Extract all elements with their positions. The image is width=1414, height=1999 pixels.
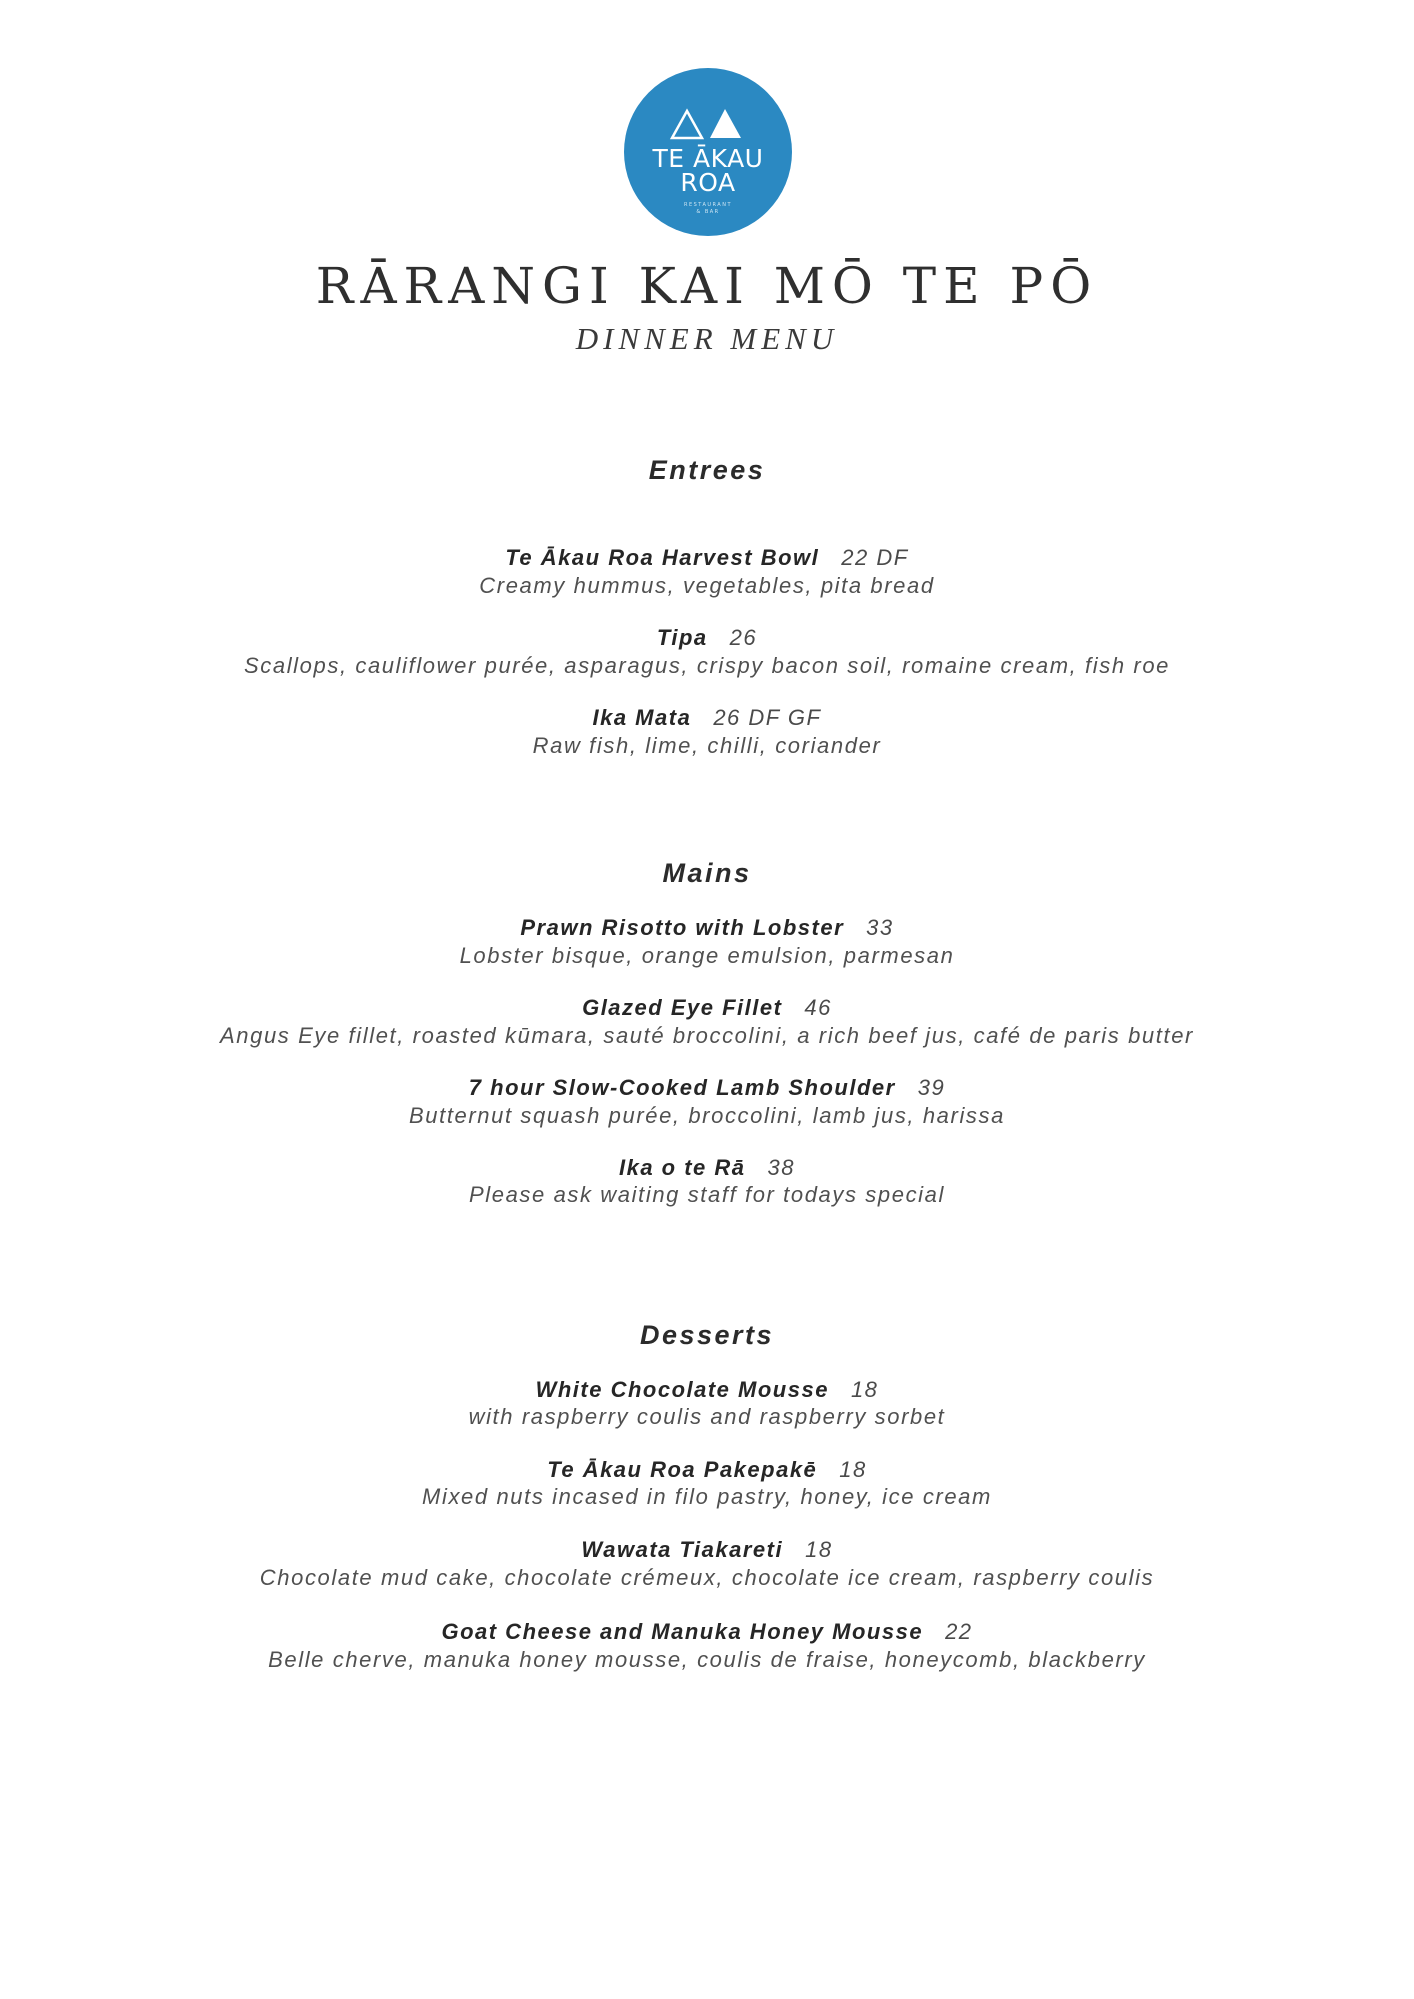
menu-item-description: Lobster bisque, orange emulsion, parmesan — [459, 943, 955, 968]
logo-name-line2: ROA — [680, 168, 736, 197]
menu-item-description: Please ask waiting staff for todays special — [468, 1182, 945, 1207]
menu-item-description: Creamy hummus, vegetables, pita bread — [479, 573, 935, 598]
menu-item-price: 22 DF — [841, 545, 909, 570]
menu-item-title — [0, 995, 1414, 1021]
menu-item-price: 33 — [866, 915, 894, 940]
menu-item-title — [0, 1619, 1414, 1645]
menu-item-description: Angus Eye fillet, roasted kūmara, sauté broccolini, a rich beef jus, café de paris butter — [220, 1023, 1194, 1048]
menu-item-price: 18 — [839, 1457, 867, 1482]
menu-item-name: Wawata Tiakareti — [581, 1537, 784, 1562]
menu-item-description: Mixed nuts incased in filo pastry, honey, ice cream — [422, 1484, 992, 1509]
menu-item-description: Scallops, cauliflower purée, asparagus, crispy bacon soil, romaine cream, fish roe — [243, 653, 1170, 678]
menu-item-name: 7 hour Slow-Cooked Lamb Shoulder — [468, 1075, 896, 1100]
menu-item-price: 39 — [917, 1075, 946, 1100]
menu-item-price: 22 — [945, 1619, 973, 1644]
page-title: RĀRANGI KAI MŌ TE PŌ — [315, 257, 1099, 315]
menu-item-description: Chocolate mud cake, chocolate crémeux, chocolate ice cream, raspberry coulis — [259, 1565, 1155, 1590]
menu-item-title — [0, 1155, 1414, 1181]
menu-item-name: Ika o te Rā — [618, 1155, 746, 1180]
menu-item-name: White Chocolate Mousse — [535, 1377, 829, 1402]
page-subtitle: DINNER MENU — [575, 321, 839, 356]
restaurant-logo — [624, 68, 792, 236]
menu-item-name: Ika Mata — [592, 705, 692, 730]
menu-item-name: Te Ākau Roa Harvest Bowl — [505, 545, 820, 570]
menu-item-title — [0, 1075, 1414, 1101]
logo-name-line1: TE ĀKAU — [652, 144, 764, 173]
menu-item-price: 26 — [729, 625, 758, 650]
menu-item-title — [0, 545, 1414, 571]
menu-item-name: Tipa — [656, 625, 708, 650]
menu-item-title — [0, 705, 1414, 731]
menu-item-title — [0, 915, 1414, 941]
menu-item-title — [0, 1457, 1414, 1483]
logo-tagline-line1: RESTAURANT — [683, 202, 733, 208]
section-heading-entrees: Entrees — [648, 455, 766, 485]
menu-item-description: with raspberry coulis and raspberry sorbet — [468, 1404, 946, 1429]
menu-item-title — [0, 625, 1414, 651]
menu-item-name: Glazed Eye Fillet — [582, 995, 783, 1020]
menu-item-title — [0, 1537, 1414, 1563]
menu-item-title — [0, 1377, 1414, 1403]
logo-tagline-line2: & BAR — [696, 209, 720, 215]
menu-item-name: Goat Cheese and Manuka Honey Mousse — [441, 1619, 924, 1644]
menu-item-name: Te Ākau Roa Pakepakē — [547, 1457, 818, 1482]
menu-item-description: Raw fish, lime, chilli, coriander — [532, 733, 882, 758]
menu-item-name: Prawn Risotto with Lobster — [520, 915, 845, 940]
menu-item-price: 18 — [805, 1537, 833, 1562]
menu-item-description: Belle cherve, manuka honey mousse, coulis de fraise, honeycomb, blackberry — [268, 1647, 1146, 1672]
section-heading-mains: Mains — [662, 858, 752, 888]
menu-item-price: 26 DF GF — [713, 705, 822, 730]
menu-item-description: Butternut squash purée, broccolini, lamb jus, harissa — [409, 1103, 1005, 1128]
section-heading-desserts: Desserts — [639, 1320, 775, 1350]
menu-item-price: 38 — [767, 1155, 796, 1180]
menu-item-price: 18 — [850, 1377, 879, 1402]
menu-item-price: 46 — [804, 995, 832, 1020]
